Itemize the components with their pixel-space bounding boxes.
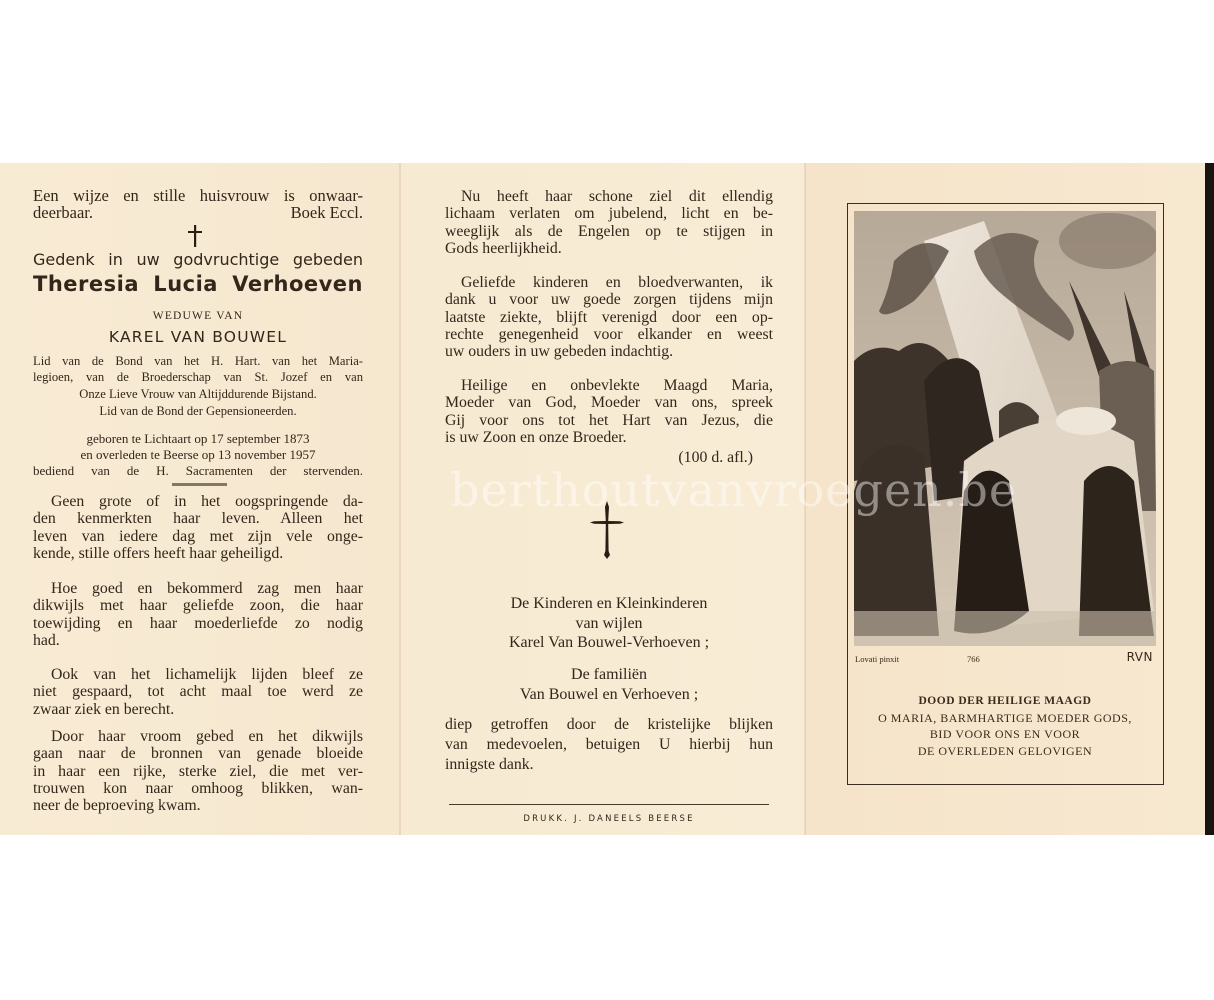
picture-number: 766 [967, 654, 980, 664]
paragraph-line: Geliefde kinderen en bloedverwanten, ik [461, 274, 773, 291]
children-block [445, 594, 773, 653]
remembrance-heading: Gedenk in uw godvruchtige gebeden [33, 250, 363, 269]
paragraph-line: Geen grote of in het oogspringende da- [51, 493, 363, 510]
prayer-line: O MARIA, BARMHARTIGE MOEDER GODS, [878, 710, 1132, 725]
scan-edge [1205, 163, 1214, 835]
quote-source: Boek Eccl. [290, 203, 363, 223]
website-watermark: berthoutvanvroegen.be [450, 463, 1018, 517]
floor [854, 611, 1156, 646]
divider [172, 483, 227, 486]
paragraph-line: zwaar ziek en berecht. [33, 700, 175, 718]
families-block [445, 665, 773, 704]
thanks-line: innigste dank. [445, 756, 534, 773]
paragraph [445, 274, 773, 360]
divider [449, 804, 769, 805]
fold-line [399, 163, 401, 835]
paragraph-line: Heilige en onbevlekte Maagd Maria, [461, 377, 773, 394]
paragraph-line: weeglijk als de Engelen op te stijgen in [445, 222, 773, 240]
paragraph-line: Nu heeft haar schone ziel dit ellendig [461, 188, 773, 205]
death-line: en overleden te Beerse op 13 november 1957 [80, 447, 316, 462]
paragraph-line: gaan naar de bronnen van genade bloeide [33, 745, 363, 763]
paragraph-line: Gods heerlijkheid. [445, 239, 562, 257]
sacraments-line: bediend van de H. Sacramenten der stervenden. [33, 463, 363, 478]
paragraph-line: toewijding en haar moederliefde zo nodig [33, 614, 363, 632]
paragraph-line: laatste ziekte, blijft verenigd door een op- [445, 308, 773, 326]
paragraph-line: Ook van het lichamelijk lijden bleef ze [51, 666, 363, 683]
prayer-block [850, 693, 1160, 759]
thanks-block [445, 715, 773, 775]
paragraph-line: niet gespaard, tot acht maal toe werd ze [33, 683, 363, 701]
quote-line: Een wijze en stille huisvrouw is onwaar- [33, 186, 363, 205]
paragraph-line: is uw Zoon en onze Broeder. [445, 428, 627, 446]
paragraph [445, 188, 773, 257]
paragraph-line: dank u voor uw goede zorgen tijdens mijn [445, 291, 773, 309]
paragraph-line: Door haar vroom gebed en het dikwijls [51, 728, 363, 745]
membership-line: Onze Lieve Vrouw van Altijddurende Bijstand. [79, 386, 317, 401]
children-line: Karel Van Bouwel-Verhoeven ; [508, 634, 710, 651]
prayer-line: BID VOOR ONS EN VOOR [929, 727, 1081, 741]
deceased-name: Theresia Lucia Verhoeven [33, 272, 363, 296]
paragraph-line: neer de beproeving kwam. [33, 797, 201, 815]
ornate-cross-icon [590, 501, 624, 559]
life-dates [33, 431, 363, 479]
membership-line: legioen, van de Broederschap van St. Jozef en van [33, 370, 363, 385]
paragraph-line: Moeder van God, Moeder van ons, spreek [445, 394, 773, 412]
paragraph [33, 580, 363, 649]
artist-credit: Lovati pinxit [855, 654, 900, 664]
paragraph-line: Hoe goed en bekommerd zag men haar [51, 580, 363, 597]
paragraph-line: den kenmerkten haar leven. Alleen het [33, 510, 363, 528]
paragraph [445, 377, 773, 446]
spouse-name: KAREL VAN BOUWEL [108, 328, 288, 346]
paragraph-line: dikwijls met haar geliefde zoon, die haar [33, 597, 363, 615]
publisher-monogram: RVN [1126, 650, 1153, 664]
memberships [33, 353, 363, 402]
paragraph [33, 493, 363, 562]
birth-line: geboren te Lichtaart op 17 september 1873 [86, 431, 310, 446]
thanks-line: diep getroffen door de kristelijke blijken [445, 716, 773, 733]
widow-of-label: WEDUWE VAN [152, 310, 244, 322]
prayer-title: DOOD DER HEILIGE MAAGD [918, 695, 1092, 707]
paragraph-line: in haar een rijke, sterke ziel, die met ver- [33, 762, 363, 780]
cross-icon [185, 225, 205, 247]
cloud-shape [1059, 213, 1156, 269]
children-line: van wijlen [575, 614, 643, 632]
death-of-virgin-illustration [854, 211, 1156, 646]
paragraph-line: lichaam verlaten om jubelend, licht en be- [445, 205, 773, 223]
thanks-line: van medevoelen, betuigen U hierbij hun [445, 736, 773, 753]
paragraph-line: trouwen kon naar omhoog blikken, wan- [33, 779, 363, 797]
paragraph-line: uw ouders in uw gebeden indachtig. [445, 343, 674, 361]
families-line: Van Bouwel en Verhoeven ; [519, 685, 699, 703]
bible-quote [33, 187, 363, 222]
quote-line [33, 204, 363, 221]
prayer-line: DE OVERLEDEN GELOVIGEN [917, 743, 1093, 758]
membership-line: Lid van de Bond van het H. Hart. van het Maria- [33, 354, 363, 368]
paragraph-line: had. [33, 631, 60, 649]
devotional-picture [854, 211, 1156, 646]
membership-pensioners: Lid van de Bond der Gepensioneerden. [99, 404, 297, 418]
children-line: De Kinderen en Kleinkinderen [510, 595, 708, 612]
virgin-figure [1056, 407, 1116, 435]
indulgence-note: (100 d. afl.) [678, 449, 753, 466]
paragraph [33, 728, 363, 814]
paragraph-line: rechte genegenheid voor elkander en weest [445, 325, 773, 343]
fold-line [804, 163, 806, 835]
paragraph-line: Gij voor ons tot het Hart van Jezus, die [445, 411, 773, 429]
paragraph-line: leven van iedere dag met zijn vele onge- [33, 527, 363, 545]
paragraph [33, 666, 363, 718]
quote-text: deerbaar. [33, 203, 93, 223]
memorial-card [0, 163, 1206, 835]
paragraph-line: kende, stille offers heeft haar geheiligd. [33, 544, 284, 562]
printer-credit: DRUKK. J. DANEELS BEERSE [523, 814, 695, 824]
families-line: De familiën [571, 666, 647, 683]
